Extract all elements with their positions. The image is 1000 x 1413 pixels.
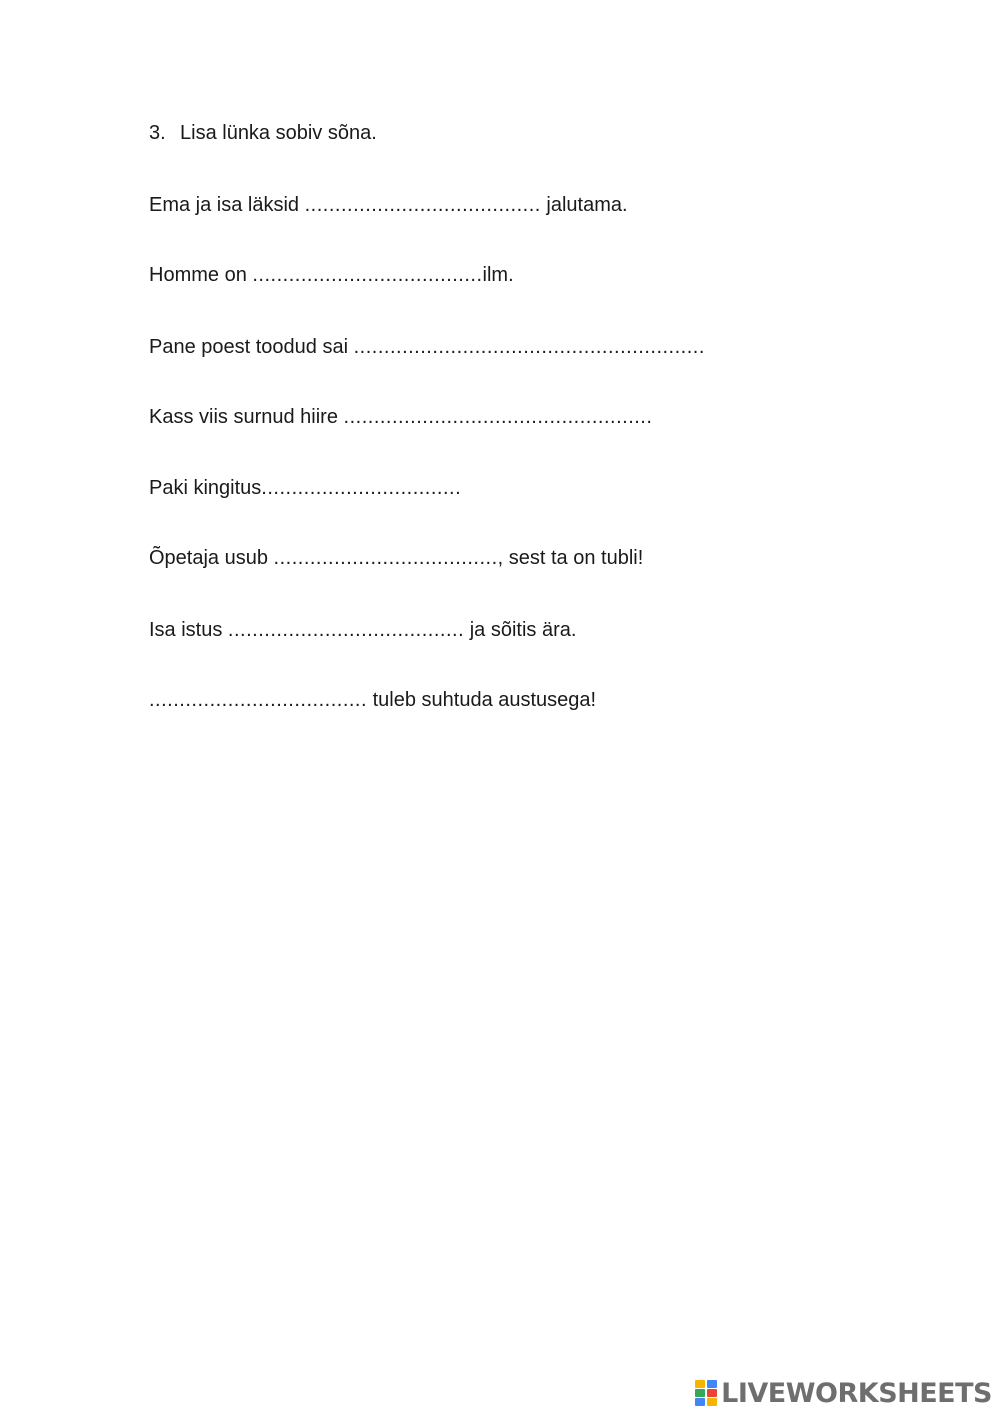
sentence-text-before: Ema ja isa läksid: [149, 194, 305, 216]
liveworksheets-logo-text: LIVEWORKSHEETS: [721, 1377, 992, 1409]
sentence-6: [149, 545, 643, 571]
fill-in-blank[interactable]: ...................................................: [343, 406, 653, 428]
sentence-1: [149, 192, 628, 218]
sentence-2: [149, 262, 514, 288]
fill-in-blank[interactable]: .................................: [261, 477, 462, 499]
sentence-text-before: Homme on: [149, 264, 253, 286]
sentence-text-after: tuleb suhtuda austusega!: [367, 689, 597, 711]
sentence-text-before: Kass viis surnud hiire: [149, 406, 344, 428]
fill-in-blank[interactable]: ......................................: [252, 264, 483, 286]
fill-in-blank[interactable]: ....................................: [149, 689, 368, 711]
sentence-text-after: ja sõitis ära.: [464, 619, 577, 641]
fill-in-blank[interactable]: .....................................: [273, 547, 498, 569]
sentence-7: [149, 617, 576, 643]
liveworksheets-logo: [695, 1377, 992, 1409]
sentence-text-before: Isa istus: [149, 619, 228, 641]
sentence-text-before: Paki kingitus: [149, 477, 262, 499]
exercise-number: 3.: [149, 122, 166, 144]
sentence-8: [149, 687, 596, 713]
sentence-4: [149, 404, 652, 430]
sentence-5: [149, 475, 461, 501]
sentence-text-before: Õpetaja usub: [149, 547, 274, 569]
sentence-text-after: jalutama.: [540, 194, 628, 216]
sentence-text-before: Pane poest toodud sai: [149, 336, 354, 358]
sentence-text-after: ilm.: [482, 264, 514, 286]
fill-in-blank[interactable]: ..........................................................: [353, 336, 705, 358]
exercise-heading: [149, 120, 377, 146]
sentence-text-after: , sest ta on tubli!: [497, 547, 644, 569]
fill-in-blank[interactable]: .......................................: [227, 619, 465, 641]
sentence-3: [149, 334, 705, 360]
exercise-instruction: Lisa lünka sobiv sõna.: [180, 122, 377, 144]
fill-in-blank[interactable]: .......................................: [304, 194, 541, 216]
liveworksheets-logo-icon: [695, 1379, 719, 1407]
